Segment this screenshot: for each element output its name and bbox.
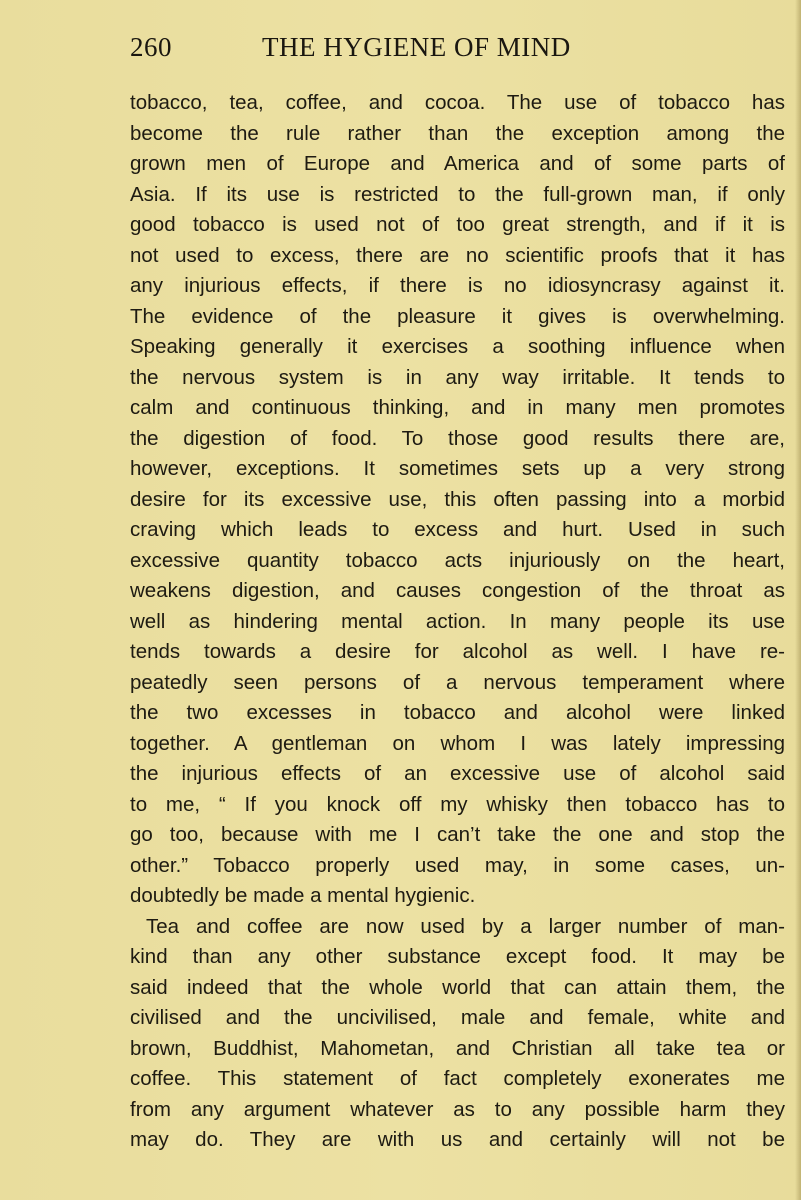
text-line: well as hindering mental action. In many people its use: [130, 609, 785, 633]
text-line: said indeed that the whole world that can attain them, the: [130, 975, 785, 999]
text-line: the injurious effects of an excessive use of alcohol said: [130, 762, 785, 785]
text-line: tobacco, tea, coffee, and cocoa. The use of tobacco has: [130, 91, 785, 114]
text-line: not used to excess, there are no scientific proofs that it has: [130, 243, 785, 267]
running-title: THE HYGIENE OF MIND: [262, 32, 571, 62]
text-line: weakens digestion, and causes congestion of the throat as: [130, 579, 785, 602]
text-line: Speaking generally it exercises a soothing influence when: [130, 335, 785, 358]
text-line: to me, “ If you knock off my whisky then tobacco has to: [130, 792, 785, 816]
page-number: 260: [130, 32, 172, 62]
text-line: good tobacco is used not of too great strength, and if it is: [130, 213, 785, 236]
paragraph-start-line: Tea and coffee are now used by a larger number of man-: [146, 914, 785, 938]
text-line: civilised and the uncivilised, male and female, white and: [130, 1006, 785, 1029]
text-line: however, exceptions. It sometimes sets up a very strong: [130, 457, 785, 480]
text-line: other.” Tobacco properly used may, in some cases, un-: [130, 853, 785, 877]
text-line: brown, Buddhist, Mahometan, and Christian all take tea or: [130, 1036, 785, 1060]
text-line: desire for its excessive use, this often passing into a morbid: [130, 487, 785, 511]
running-head: [130, 32, 700, 72]
text-line: any injurious effects, if there is no idiosyncrasy against it.: [130, 274, 785, 297]
text-line: calm and continuous thinking, and in many men promotes: [130, 396, 785, 419]
body-text: [130, 88, 785, 1156]
text-line: the digestion of food. To those good results there are,: [130, 426, 785, 450]
text-line: become the rule rather than the exception among the: [130, 121, 785, 145]
text-line: the two excesses in tobacco and alcohol were linked: [130, 701, 785, 724]
text-line: may do. They are with us and certainly will not be: [130, 1128, 785, 1151]
text-line: grown men of Europe and America and of some parts of: [130, 152, 785, 175]
text-line: coffee. This statement of fact completely exonerates me: [130, 1067, 785, 1090]
text-line: go too, because with me I can’t take the one and stop the: [130, 823, 785, 846]
text-line: excessive quantity tobacco acts injuriously on the heart,: [130, 548, 785, 572]
text-line: tends towards a desire for alcohol as well. I have re-: [130, 640, 785, 663]
text-line: from any argument whatever as to any possible harm they: [130, 1097, 785, 1121]
page-edge-shadow: [795, 0, 801, 1200]
text-line: peatedly seen persons of a nervous temperament where: [130, 670, 785, 694]
text-line: The evidence of the pleasure it gives is overwhelming.: [130, 304, 785, 328]
text-line: craving which leads to excess and hurt. Used in such: [130, 518, 785, 541]
text-line: kind than any other substance except food. It may be: [130, 945, 785, 968]
paragraph-end-line: doubtedly be made a mental hygienic.: [130, 884, 476, 907]
text-line: together. A gentleman on whom I was lately impressing: [130, 731, 785, 755]
text-line: the nervous system is in any way irritable. It tends to: [130, 365, 785, 389]
text-line: Asia. If its use is restricted to the full-grown man, if only: [130, 182, 785, 206]
